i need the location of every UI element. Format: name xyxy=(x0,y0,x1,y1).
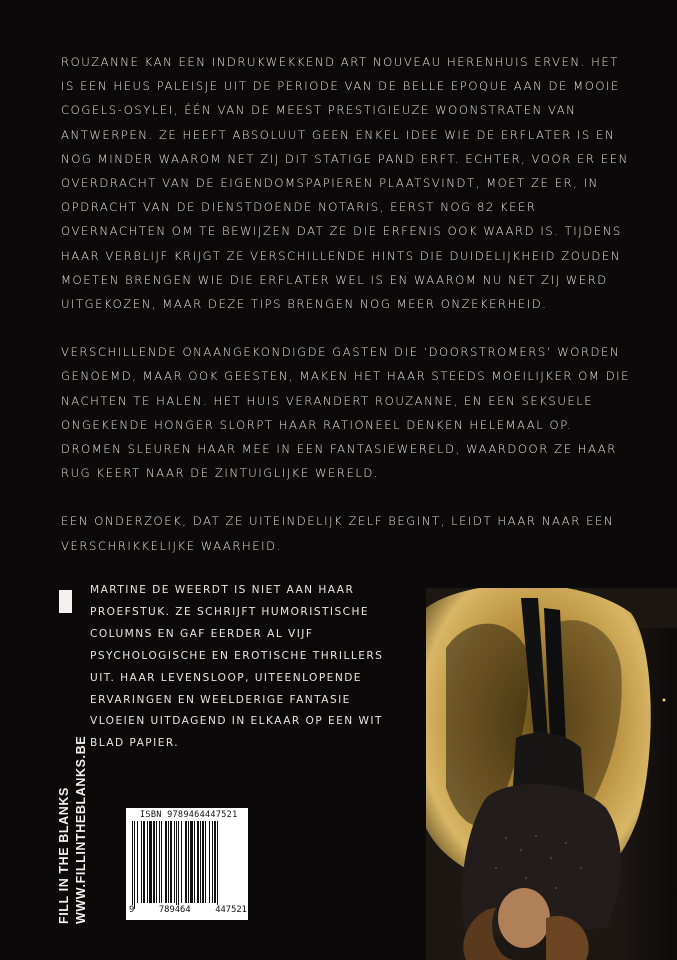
barcode-bar xyxy=(147,821,148,903)
barcode-bar xyxy=(153,821,155,903)
barcode-bar xyxy=(200,821,201,903)
author-photo xyxy=(426,588,677,960)
barcode-bar xyxy=(168,821,169,903)
barcode-bar xyxy=(134,821,135,909)
barcode-bar xyxy=(185,821,187,903)
barcode-bar xyxy=(174,821,175,903)
barcode-bars xyxy=(130,821,244,909)
isbn-barcode xyxy=(126,808,248,920)
barcode-bar xyxy=(161,821,162,903)
isbn-digit-group-1: 9 xyxy=(129,905,135,915)
barcode-bar xyxy=(141,821,142,903)
author-bio: MARTINE DE WEERDT IS NIET AAN HAAR PROEFSTUK. ZE SCHRIJFT HUMORISTISCHE COLUMNS EN GAF EERDER AL VIJF PSYCHOLOGISCHE EN EROTISCHE THRILLERS UIT. HAAR LEVENSLOOP, UITEENLOPENDE ERVARINGEN EN WEELDERIGE FANTASIE VLOEIEN UITDAGEND IN ELKAAR OP EEN WIT BLAD PAPIER. xyxy=(90,584,384,750)
blurb-paragraph-3: EEN ONDERZOEK, DAT ZE UITEINDELIJK ZELF BEGINT, LEIDT HAAR NAAR EEN VERSCHRIKKELIJKE WAARHEID. xyxy=(61,514,615,553)
blurb-paragraph-1: ROUZANNE KAN EEN INDRUKWEKKEND ART NOUVEAU HERENHUIS ERVEN. HET IS EEN HEUS PALEISJE UIT DE PERIODE VAN DE BELLE EPOQUE AAN DE MOOIE COGELS-OSYLEI, ÉÉN VAN DE MEEST PRESTIGIEUZE WOONSTRATEN VAN ANTWERPEN. ZE HEEFT ABSOLUUT GEEN ENKEL IDEE WIE DE ERFLATER IS EN NOG MINDER WAAROM NET ZIJ DIT STATIGE PAND ERFT. ECHTER, VOOR ER EEN OVERDRACHT VAN DE EIGENDOMSPAPIEREN PLAATSVINDT, MOET ZE ER, IN OPDRACHT VAN DE DIENSTDOENDE NOTARIS, EERST NOG 82 KEER OVERNACHTEN OM TE BEWIJZEN DAT ZE DIE ERFENIS OOK WAARD IS. TIJDENS HAAR VERBLIJF KRIJGT ZE VERSCHILLENDE HINTS DIE DUIDELIJKHEID ZOUDEN MOETEN BRENGEN WIE DIE ERFLATER WEL IS EN WAAROM NU NET ZIJ WERD UITGEKOZEN, MAAR DEZE TIPS BRENGEN NOG MEER ONZEKERHEID. xyxy=(61,55,629,312)
isbn-digits xyxy=(129,905,247,915)
barcode-bar xyxy=(188,821,189,903)
publisher-website: WWW.FILLINTHEBLANKS.BE xyxy=(74,735,88,924)
barcode-bar xyxy=(194,821,195,903)
barcode-bar xyxy=(205,821,206,903)
barcode-bar xyxy=(149,821,152,903)
barcode-bar xyxy=(217,821,218,909)
isbn-label: ISBN 9789464447521 xyxy=(140,810,238,820)
barcode-bar xyxy=(137,821,138,903)
author-bio-marker xyxy=(59,590,72,613)
barcode-bar xyxy=(156,821,157,903)
barcode-bar xyxy=(214,821,216,903)
barcode-bar xyxy=(159,821,160,903)
barcode-bar xyxy=(132,821,133,909)
publisher-imprint xyxy=(56,736,90,924)
isbn-digit-group-3: 447521 xyxy=(215,905,247,915)
barcode-bar xyxy=(181,821,182,903)
blurb-paragraph-2: VERSCHILLENDE ONAANGEKONDIGDE GASTEN DIE ‘DOORSTROMERS’ WORDEN GENOEMD, MAAR OOK GEESTEN, MAKEN HET HAAR STEEDS MOEILIJKER OM DIE NACHTEN TE HALEN. HET HUIS VERANDERT ROUZANNE, EN EEN SEKSUELE ONGEKENDE HONGER SLORPT HAAR RATIONEEL DENKEN HELEMAAL OP. DROMEN SLEUREN HAAR MEE IN EEN FANTASIEWERELD, WAARDOOR ZE HAAR RUG KEERT NAAR DE ZINTUIGLIJKE WERELD. xyxy=(61,345,631,481)
barcode-bar xyxy=(143,821,145,903)
barcode-bar xyxy=(165,821,167,903)
barcode-bar xyxy=(190,821,193,903)
barcode-bar xyxy=(197,821,199,903)
barcode-bar xyxy=(176,821,177,909)
barcode-bar xyxy=(212,821,213,903)
barcode-bar xyxy=(202,821,204,903)
barcode-bar xyxy=(170,821,172,903)
isbn-digit-group-2: 789464 xyxy=(158,905,191,915)
back-cover-blurb xyxy=(61,50,631,582)
publisher-name: FILL IN THE BLANKS xyxy=(57,787,71,924)
barcode-bar xyxy=(178,821,179,909)
barcode-bar xyxy=(209,821,210,903)
